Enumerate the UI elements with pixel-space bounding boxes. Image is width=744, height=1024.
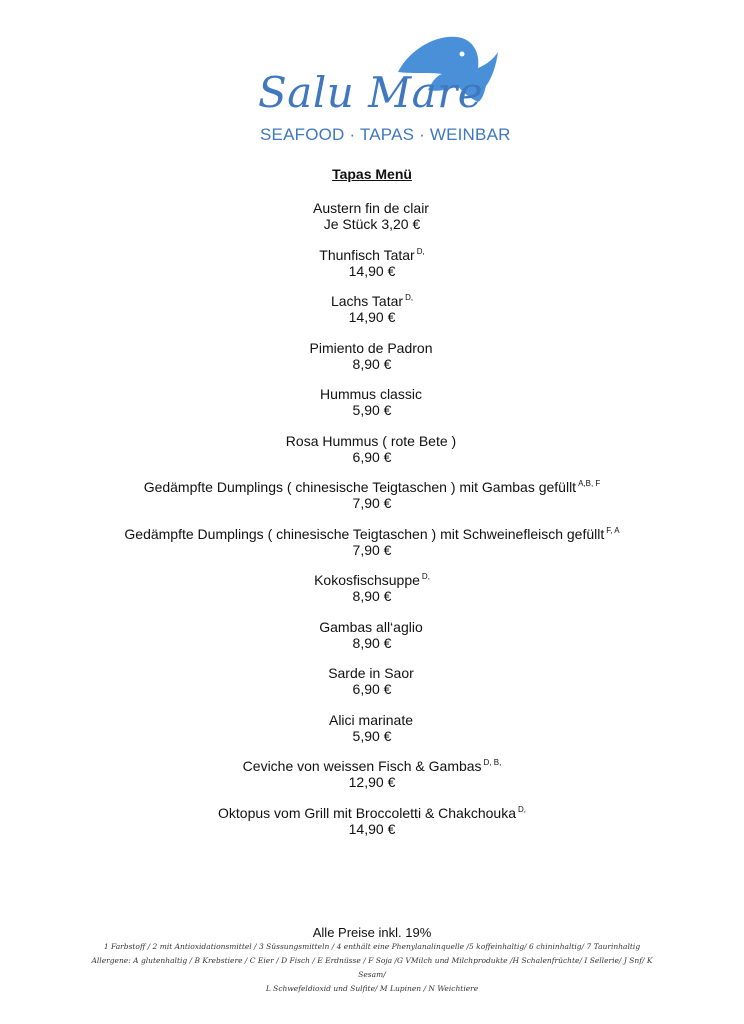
menu-item xyxy=(0,383,744,430)
prices-note: Alle Preise inkl. 19% xyxy=(312,925,432,940)
allergen-codes: D, B, xyxy=(483,758,502,767)
menu-item xyxy=(0,662,744,709)
menu-item xyxy=(0,709,744,756)
menu-item-price: 8,90 € xyxy=(352,634,392,651)
allergen-codes: A,B, F xyxy=(578,479,601,488)
menu-item xyxy=(0,523,744,570)
menu-item-price: 7,90 € xyxy=(352,495,392,511)
brand-tagline: SEAFOOD · TAPAS · WEINBAR xyxy=(260,125,511,144)
allergens-legend-line1: Allergene: A glutenhaltig / B Krebstiere / C Eier / D Fisch / E Erdnüsse / F Soja /G VMilch und Milchprodukte /H Schalenfrüchte/ I Sellerie/ J Snf/ K xyxy=(91,956,653,965)
menu-item-name: Alici marinate xyxy=(328,711,414,728)
allergen-codes: D, xyxy=(405,293,414,302)
menu-item-name: Oktopus vom Grill mit Broccoletti & Chakchouka $^{D,}$ xyxy=(218,804,526,821)
menu-item-price: Je Stück 3,20 € xyxy=(323,216,421,232)
menu-item-name: Austern fin de clair xyxy=(313,200,429,216)
menu-item-name: Gedämpfte Dumplings ( chinesische Teigtaschen ) mit Schweinefleisch gefüllt $^{F, A}$ xyxy=(124,525,620,542)
menu-item-price: 14,90 € xyxy=(348,820,396,837)
menu-item-price: 5,90 € xyxy=(352,727,392,744)
logo xyxy=(0,24,744,144)
menu-item xyxy=(0,476,744,523)
allergen-codes: D, xyxy=(518,804,526,814)
menu-item xyxy=(0,197,744,244)
menu-item xyxy=(0,755,744,802)
menu-item xyxy=(0,337,744,384)
menu-item xyxy=(0,802,744,849)
menu-item-price: 14,90 € xyxy=(348,309,396,325)
menu-item xyxy=(0,616,744,663)
menu-item-price: 8,90 € xyxy=(352,355,392,372)
menu-item-name: Lachs Tatar $^{D,}$ xyxy=(330,293,414,309)
menu-item-price: 6,90 € xyxy=(352,681,392,697)
menu-item xyxy=(0,244,744,291)
menu-item-name: Hummus classic xyxy=(320,386,422,402)
menu-item xyxy=(0,290,744,337)
allergen-codes: D, xyxy=(416,246,425,256)
menu-item xyxy=(0,430,744,477)
menu-item-name: Sarde in Saor xyxy=(328,665,414,681)
additives-legend: 1 Farbstoff / 2 mit Antioxidationsmittel / 3 Süssungsmitteln / 4 enthält eine Phenylanalinquelle /5 koffeinhaltig/ 6 chininhaltig/ 7 Taurinhaltig xyxy=(103,942,641,951)
menu-item-name: Gedämpfte Dumplings ( chinesische Teigtaschen ) mit Gambas gefüllt $^{A,B, F}$ xyxy=(143,479,601,495)
menu-item-price: 6,90 € xyxy=(352,448,392,465)
menu-item-name: Rosa Hummus ( rote Bete ) xyxy=(285,432,457,449)
menu-list xyxy=(0,197,744,848)
menu-item-price: 12,90 € xyxy=(348,774,396,790)
allergens-legend-line2: Sesam/ xyxy=(358,970,386,979)
menu-item xyxy=(0,569,744,616)
allergen-codes: D, xyxy=(421,572,430,581)
menu-item-name: Kokosfischsuppe $^{D,}$ xyxy=(314,572,430,588)
menu-item-name: Ceviche von weissen Fisch & Gambas $^{D, B,}$ xyxy=(242,758,502,774)
brand-name: Salu Mare xyxy=(258,68,484,117)
menu-item-name: Thunfisch Tatar $^{D,}$ xyxy=(319,246,425,263)
footer xyxy=(60,925,684,996)
menu-item-price: 14,90 € xyxy=(348,262,396,279)
menu-title: Tapas Menü xyxy=(332,166,412,182)
allergens-legend-line3: L Schwefeldioxid und Sulfite/ M Lupinen / N Weichtiere xyxy=(265,984,479,993)
menu-item-price: 7,90 € xyxy=(352,541,392,558)
menu-item-price: 5,90 € xyxy=(352,402,392,418)
menu-item-name: Pimiento de Padron xyxy=(309,339,433,356)
allergen-codes: F, A xyxy=(606,525,620,535)
menu-item-price: 8,90 € xyxy=(352,588,392,604)
menu-item-name: Gambas all‘aglio xyxy=(319,618,423,635)
